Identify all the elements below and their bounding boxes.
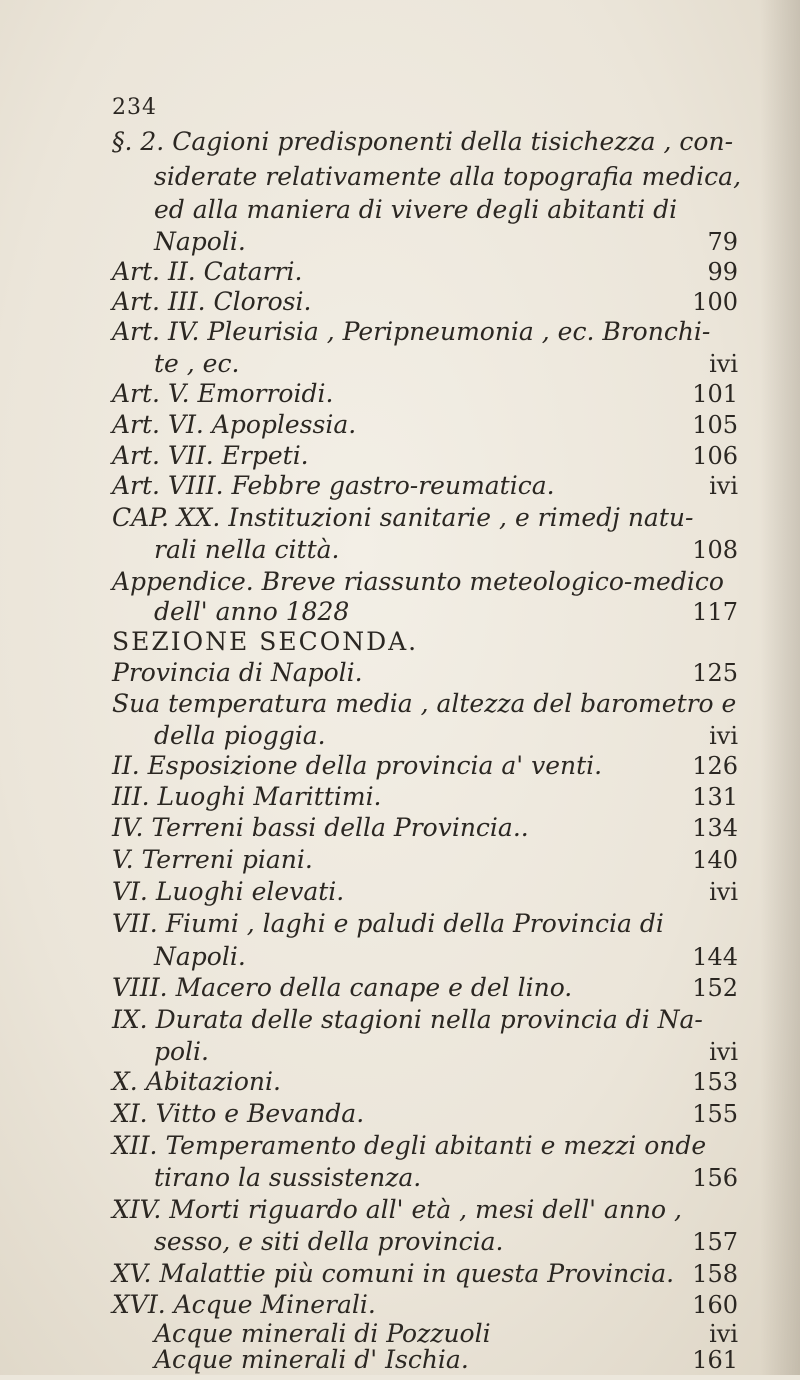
page-number: 234 [112, 95, 157, 120]
toc-page-number: ivi [709, 472, 738, 500]
toc-page-number: 79 [707, 228, 738, 256]
toc-entry-text: Art. IV. Pleurisia , Peripneumonia , ec. Bronchi- [112, 317, 711, 346]
toc-page-number: 108 [692, 536, 738, 564]
toc-entry-text: III. Luoghi Marittimi. [112, 782, 382, 811]
toc-entry-text: II. Esposizione della provincia a' venti. [112, 751, 603, 780]
toc-page-number: 157 [692, 1228, 738, 1256]
toc-page-number: 153 [692, 1068, 738, 1096]
toc-entry-text: Appendice. Breve riassunto meteologico-medico [112, 567, 724, 596]
toc-entry-text: Acque minerali di Pozzuoli [154, 1319, 491, 1348]
toc-entry-text: Napoli. [154, 942, 246, 971]
toc-entry-text: poli. [154, 1037, 209, 1066]
toc-entry-text: Art. II. Catarri. [112, 257, 303, 286]
toc-entry-text: Napoli. [154, 227, 246, 256]
toc-line [0, 122, 800, 162]
toc-entry-text: XII. Temperamento degli abitanti e mezzi onde [112, 1131, 707, 1160]
section-heading: SEZIONE SECONDA. [112, 627, 419, 656]
toc-entry-text: rali nella città. [154, 535, 340, 564]
toc-entry-text: sesso, e siti della provincia. [154, 1227, 504, 1256]
toc-line [0, 1340, 800, 1380]
toc-entry-text: della pioggia. [154, 721, 326, 750]
toc-page-number: 106 [692, 442, 738, 470]
toc-entry-text: Art. VIII. Febbre gastro-reumatica. [112, 471, 555, 500]
toc-page-number: ivi [709, 722, 738, 750]
toc-page-number: ivi [709, 1038, 738, 1066]
toc-page-number: 144 [692, 943, 738, 971]
toc-page-number: 117 [692, 598, 738, 626]
toc-entry-text: IX. Durata delle stagioni nella provincia di Na- [112, 1005, 703, 1034]
toc-entry-text: XV. Malattie più comuni in questa Provincia. [112, 1259, 675, 1288]
toc-page-number: 160 [692, 1291, 738, 1319]
toc-page-number: 158 [692, 1260, 738, 1288]
toc-page-number: 126 [692, 752, 738, 780]
toc-entry-text: Art. V. Emorroidi. [112, 379, 334, 408]
toc-entry-text: Provincia di Napoli. [112, 658, 363, 687]
toc-page-number: 101 [692, 380, 738, 408]
toc-entry-text: tirano la sussistenza. [154, 1163, 422, 1192]
toc-entry-text: §. 2. Cagioni predisponenti della tisichezza , con- [112, 127, 734, 156]
toc-entry-text: Acque minerali d' Ischia. [154, 1345, 469, 1374]
toc-entry-text: Sua temperatura media , altezza del barometro e [112, 689, 737, 718]
toc-page-number: ivi [709, 878, 738, 906]
toc-page-number: 152 [692, 974, 738, 1002]
toc-entry-text: siderate relativamente alla topografia medica, [154, 162, 742, 191]
toc-entry-text: te , ec. [154, 349, 240, 378]
toc-page-number: 105 [692, 411, 738, 439]
toc-page-number: ivi [709, 350, 738, 378]
toc-page-number: 99 [707, 258, 738, 286]
toc-entry-text: VIII. Macero della canape e del lino. [112, 973, 573, 1002]
toc-entry-text: Art. VI. Apoplessia. [112, 410, 357, 439]
toc-entry-text: VI. Luoghi elevati. [112, 877, 345, 906]
toc-page-number: ivi [709, 1320, 738, 1348]
toc-page-number: 161 [692, 1346, 738, 1374]
toc-entry-text: IV. Terreni bassi della Provincia.. [112, 813, 529, 842]
toc-page-number: 156 [692, 1164, 738, 1192]
toc-entry-text: XI. Vitto e Bevanda. [112, 1099, 365, 1128]
toc-entry-text: dell' anno 1828 [154, 597, 350, 626]
toc-entry-text: V. Terreni piani. [112, 845, 313, 874]
toc-page-number: 125 [692, 659, 738, 687]
toc-page-number: 100 [692, 288, 738, 316]
toc-entry-text: ed alla maniera di vivere degli abitanti di [154, 195, 678, 224]
toc-page-number: 131 [692, 783, 738, 811]
toc-entry-text: X. Abitazioni. [112, 1067, 281, 1096]
toc-page-number: 140 [692, 846, 738, 874]
toc-entry-text: Art. VII. Erpeti. [112, 441, 309, 470]
toc-entry-text: XIV. Morti riguardo all' età , mesi dell' anno , [112, 1195, 682, 1224]
toc-entry-text: XVI. Acque Minerali. [112, 1290, 376, 1319]
toc-page-number: 134 [692, 814, 738, 842]
toc-entry-text: CAP. XX. Instituzioni sanitarie , e rimedj natu- [112, 503, 694, 532]
toc-entry-text: Art. III. Clorosi. [112, 287, 312, 316]
toc-page-number: 155 [692, 1100, 738, 1128]
toc-entry-text: VII. Fiumi , laghi e paludi della Provincia di [112, 909, 664, 938]
